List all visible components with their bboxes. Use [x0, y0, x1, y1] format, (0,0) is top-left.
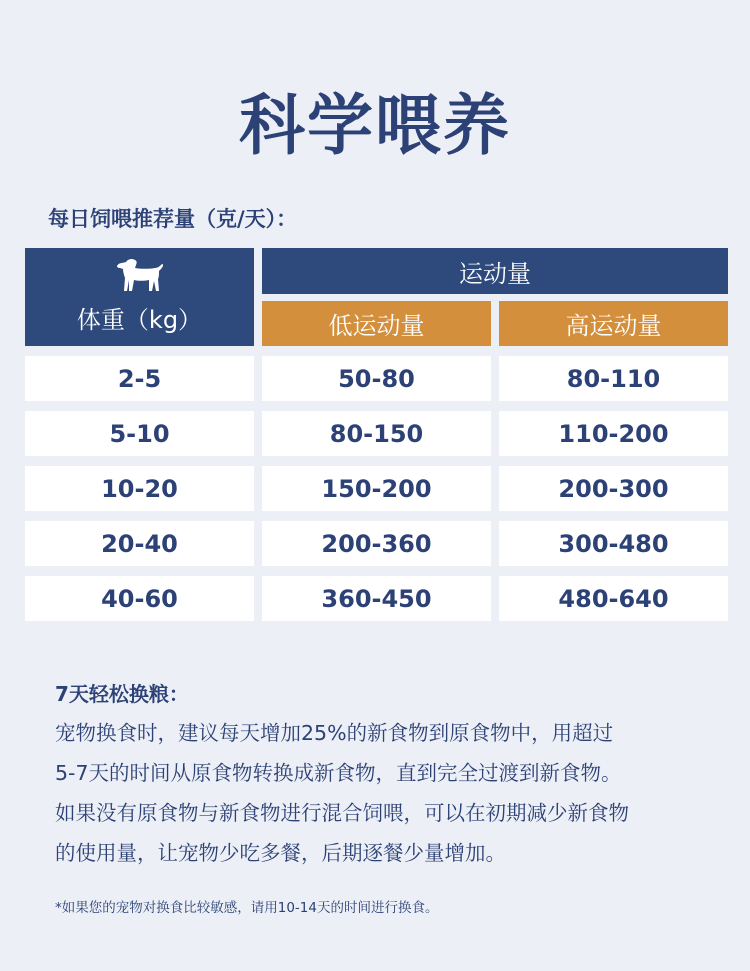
page-title: 科学喂养: [239, 87, 511, 164]
low-activity-cell: 80-150: [262, 411, 491, 456]
transition-body: [55, 713, 715, 873]
weight-cell: 10-20: [25, 466, 254, 511]
high-activity-cell: 300-480: [499, 521, 728, 566]
high-activity-cell: 80-110: [499, 356, 728, 401]
transition-line: 的使用量，让宠物少吃多餐，后期逐餐少量增加。: [55, 841, 506, 865]
low-activity-cell: 150-200: [262, 466, 491, 511]
low-activity-cell: 50-80: [262, 356, 491, 401]
transition-line: 5-7天的时间从原食物转换成新食物，直到完全过渡到新食物。: [55, 761, 622, 785]
low-activity-cell: 360-450: [262, 576, 491, 621]
weight-cell: 40-60: [25, 576, 254, 621]
high-activity-header: 高运动量: [499, 301, 728, 346]
weight-header-label: 体重（kg）: [76, 305, 203, 334]
low-activity-header: 低运动量: [262, 301, 491, 346]
high-activity-cell: 110-200: [499, 411, 728, 456]
transition-title: 7天轻松换粮：: [55, 682, 189, 706]
weight-header: [25, 248, 254, 346]
transition-line: 宠物换食时，建议每天增加25%的新食物到原食物中，用超过: [55, 721, 614, 745]
transition-line: 如果没有原食物与新食物进行混合饲喂，可以在初期减少新食物: [55, 801, 629, 825]
activity-header: 运动量: [262, 248, 728, 294]
weight-cell: 20-40: [25, 521, 254, 566]
low-activity-cell: 200-360: [262, 521, 491, 566]
footnote: *如果您的宠物对换食比较敏感，请用10-14天的时间进行换食。: [55, 900, 439, 916]
feeding-subtitle: 每日饲喂推荐量（克/天）：: [48, 207, 298, 231]
dog-icon: [112, 256, 168, 296]
weight-cell: 2-5: [25, 356, 254, 401]
weight-cell: 5-10: [25, 411, 254, 456]
high-activity-cell: 200-300: [499, 466, 728, 511]
high-activity-cell: 480-640: [499, 576, 728, 621]
